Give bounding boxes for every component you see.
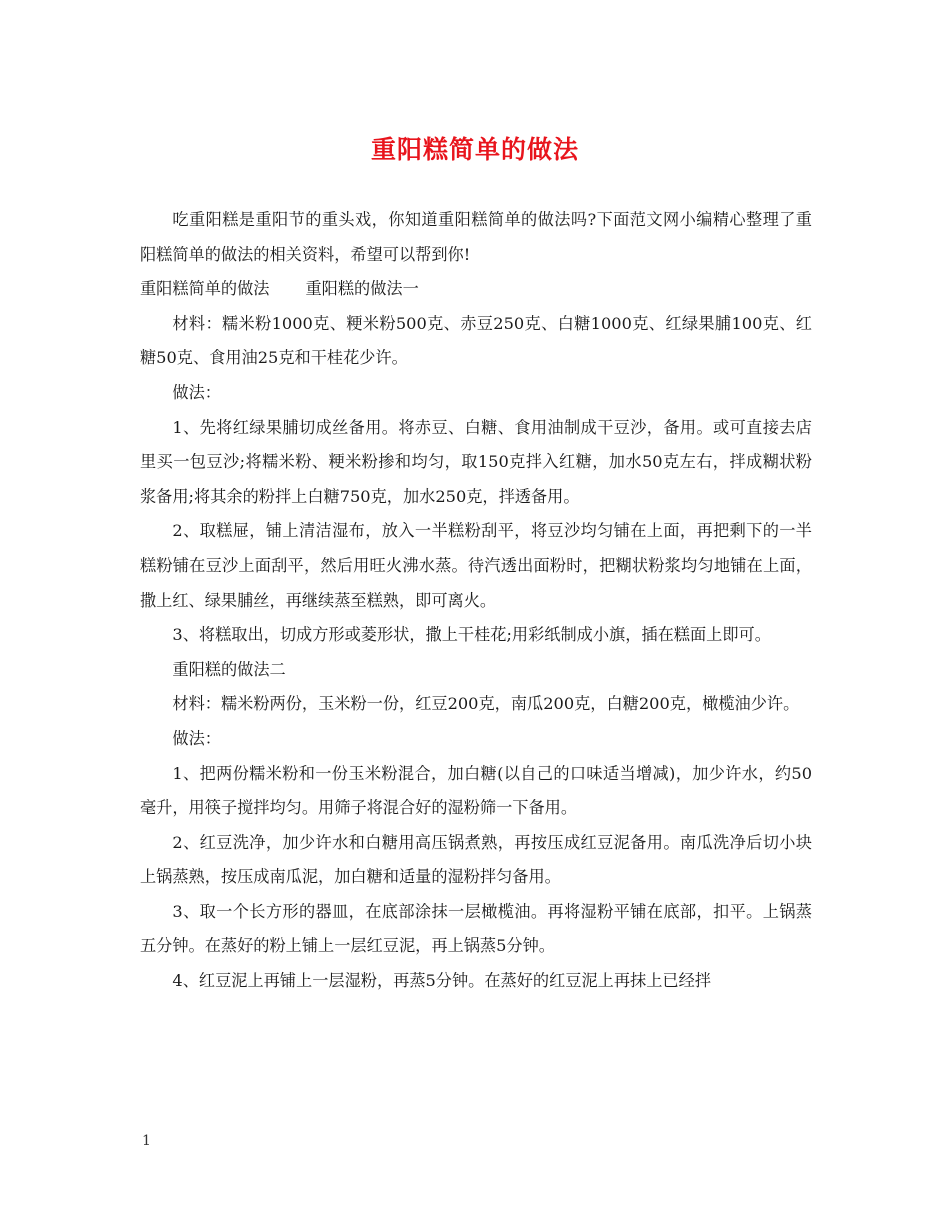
document-body <box>140 203 812 999</box>
method-label-2: 做法： <box>172 728 221 748</box>
step-2-1: 1、把两份糯米粉和一份玉米粉混合，加白糖(以自己的口味适当增减)，加少许水，约50毫升，用筷子搅拌均匀。用筛子将混合好的湿粉筛一下备用。 <box>140 763 812 818</box>
step-2-2: 2、红豆洗净，加少许水和白糖用高压锅煮熟，再按压成红豆泥备用。南瓜洗净后切小块上锅蒸熟，按压成南瓜泥，加白糖和适量的湿粉拌匀备用。 <box>140 832 812 887</box>
page-number: 1 <box>142 1133 151 1149</box>
section-heading-2: 重阳糕的做法二 <box>172 659 286 679</box>
intro-paragraph: 吃重阳糕是重阳节的重头戏，你知道重阳糕简单的做法吗?下面范文网小编精心整理了重阳糕简单的做法的相关资料，希望可以帮到你! <box>140 210 812 264</box>
step-2-4: 4、红豆泥上再铺上一层湿粉，再蒸5分钟。在蒸好的红豆泥上再抹上已经拌 <box>172 971 711 991</box>
subheading-left: 重阳糕简单的做法 <box>140 279 270 299</box>
step-1-1: 1、先将红绿果脯切成丝备用。将赤豆、白糖、食用油制成干豆沙，备用。或可直接去店里买一包豆沙;将糯米粉、粳米粉掺和均匀，取150克拌入红糖，加水50克左右，拌成糊状粉浆备用;将其余的粉拌上白糖750克，加水250克，拌透备用。 <box>140 417 812 506</box>
document-title: 重阳糕简单的做法 <box>370 135 579 164</box>
step-1-3: 3、将糕取出，切成方形或菱形状，撒上干桂花;用彩纸制成小旗，插在糕面上即可。 <box>172 625 771 645</box>
step-1-2: 2、取糕屉，铺上清洁湿布，放入一半糕粉刮平，将豆沙均匀铺在上面，再把剩下的一半糕粉铺在豆沙上面刮平，然后用旺火沸水蒸。待汽透出面粉时，把糊状粉浆均匀地铺在上面，撒上红、绿果脯丝，再继续蒸至糕熟，即可离火。 <box>140 521 812 610</box>
ingredients-paragraph-1: 材料：糯米粉1000克、粳米粉500克、赤豆250克、白糖1000克、红绿果脯100克、红糖50克、食用油25克和干桂花少许。 <box>140 313 812 368</box>
section-heading-line <box>140 272 812 307</box>
ingredients-paragraph-2: 材料：糯米粉两份，玉米粉一份，红豆200克，南瓜200克，白糖200克，橄榄油少许。 <box>172 694 800 714</box>
method-label-1: 做法： <box>172 382 221 402</box>
subheading-right: 重阳糕的做法一 <box>305 279 419 299</box>
step-2-3: 3、取一个长方形的器皿，在底部涂抹一层橄榄油。再将湿粉平铺在底部，扣平。上锅蒸五分钟。在蒸好的粉上铺上一层红豆泥，再上锅蒸5分钟。 <box>140 901 812 956</box>
